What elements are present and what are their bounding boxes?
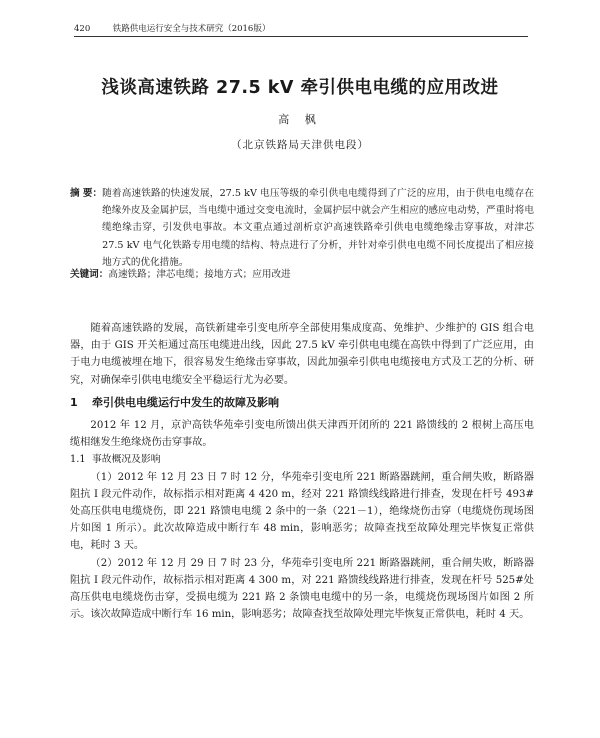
keywords-label: 关键词： [70,269,109,280]
section-number: 1 [70,395,78,409]
abstract-label: 摘 要： [70,188,103,199]
subsection-heading [70,451,534,468]
subsection-number: 1.1 [70,454,86,466]
incident-paragraph-2: （2）2012 年 12 月 29 日 7 时 23 分，华苑牵引变电所 221 断路器跳闸，重合闸失败，断路器阻抗 I 段元件动作，故标指示相对距离 4 300 m，对 221 路馈线线路进行排查，发现在杆号 525#处高压供电电缆烧伤击穿，受损电缆为 221 路 2 条馈电电缆中的另一条，电缆烧伤现场图片如图 2 所示。该次故障造成中断行车 16 min，影响恶劣；故障查找至故障处理完毕恢复正常供电，耗时 4 天。 [70,557,534,621]
section-title: 牵引供电电缆运行中发生的故障及影响 [92,395,279,409]
journal-title: 铁路供电运行安全与技术研究（2016版） [112,24,271,34]
running-header [74,22,528,37]
section-heading [70,394,534,411]
author-name: 高 枫 [278,113,322,126]
subsection-title: 事故概况及影响 [92,454,161,466]
section-paragraph: 2012 年 12 月，京沪高铁华苑牵引变电所馈出供天津西开闭所的 221 路馈线的 2 根树上高压电缆相继发生绝缘烧伤击穿事故。 [70,420,534,449]
page-number: 420 [74,24,91,34]
incident-paragraph-1: （1）2012 年 12 月 23 日 7 时 12 分，华苑牵引变电所 221 断路器跳闸，重合闸失败，断路器阻抗 I 段元件动作，故标指示相对距离 4 420 m，经对 221 路馈线线路进行排查，发现在杆号 493#处高压供电电缆烧伤，即 221 路馈电电缆 2 条中的一条（221－1），绝缘烧伤击穿（电缆烧伤现场图片如图 1 所示）。此次故障造成中断行车 48 min，影响恶劣；故障查找至故障处理完毕恢复正常供电，耗时 3 天。 [70,471,534,552]
intro-paragraph: 随着高速铁路的发展，高铁新建牵引变电所亭全部使用集成度高、免维护、少维护的 GIS 组合电器，由于 GIS 开关柜通过高压电缆进出线，因此 27.5 kV 牵引供电电缆在高铁中得到了广泛应用，由于电力电缆被埋在地下，很容易发生绝缘击穿事故，因此加强牵引供电电缆接电方式及工艺的分析、研究，对确保牵引供电电缆安全平稳运行尤为必要。 [70,323,534,386]
author-affiliation: （北京铁路局天津供电段） [231,139,369,151]
abstract [70,185,534,271]
paper-title: 浅谈高速铁路 27.5 kV 牵引供电电缆的应用改进 [101,78,499,98]
body-text [70,320,534,623]
keywords [70,266,534,280]
keywords-text: 高速铁路；津芯电缆；接地方式；应用改进 [108,269,291,280]
abstract-text: 随着高速铁路的快速发展，27.5 kV 电压等级的牵引供电电缆得到了广泛的应用，由于供电电缆存在绝缘外皮及金属护层，当电缆中通过交变电流时，金属护层中就会产生相应的感应电动势，严重时将电缆绝缘击穿，引发供电事故。本文重点通过剖析京沪高速铁路牵引供电电缆绝缘击穿事故，对津芯 27.5 kV 电气化铁路专用电缆的结构、特点进行了分析，并针对牵引供电电缆不同长度提出了相应接地方式的优化措施。 [102,188,534,268]
